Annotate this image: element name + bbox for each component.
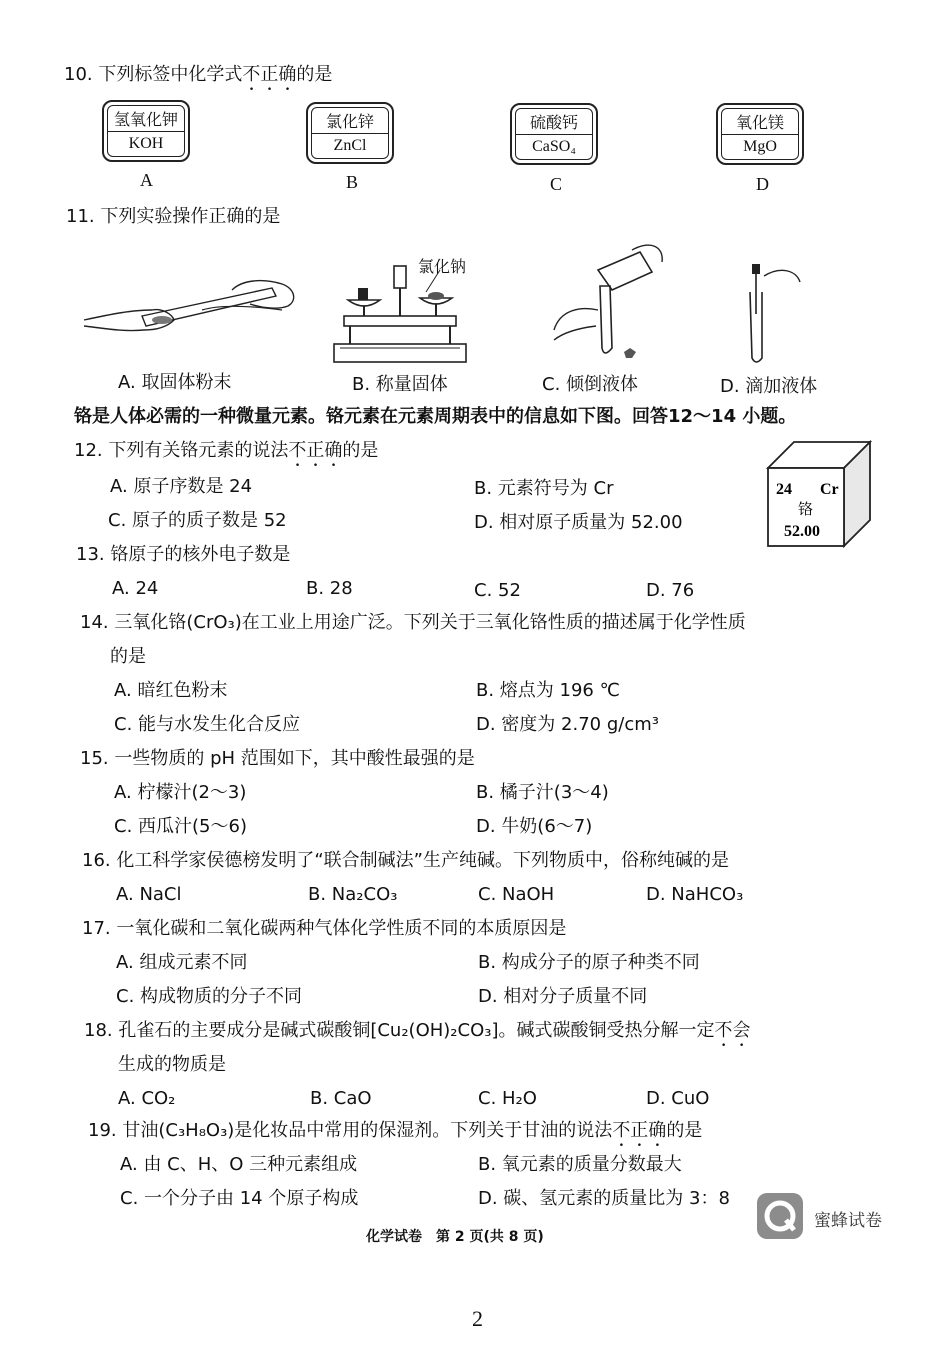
q19-stem: 19. 甘油(C₃H₈O₃)是化妆品中常用的保湿剂。下列关于甘油的说法不正确的是 [88, 1120, 703, 1141]
q14-option-a: A. 暗红色粉末 [114, 680, 228, 701]
q13-option-c: C. 52 [474, 580, 521, 601]
watermark-text: 蜜蜂试卷 [814, 1211, 882, 1231]
q12-option-a: A. 原子序数是 24 [110, 476, 253, 497]
q19-option-b: B. 氧元素的质量分数最大 [478, 1154, 682, 1175]
q12-stem: 12. 下列有关铬元素的说法不正确的是 [74, 440, 379, 461]
q15-option-d: D. 牛奶(6～7) [476, 816, 593, 837]
q18-option-d: D. CuO [646, 1088, 710, 1109]
q11-option-a: A. 取固体粉末 [118, 372, 232, 393]
label-letter-b: B [346, 172, 359, 192]
q15-option-a: A. 柠檬汁(2～3) [114, 782, 247, 803]
q18-option-a: A. CO₂ [118, 1088, 176, 1109]
q19-option-a: A. 由 C、H、O 三种元素组成 [120, 1154, 358, 1175]
q16-option-d: D. NaHCO₃ [646, 884, 744, 905]
q18-option-c: C. H₂O [478, 1088, 537, 1109]
q15-option-b: B. 橘子汁(3～4) [476, 782, 609, 803]
label-d: 氧化镁 MgO [716, 103, 804, 165]
q13-stem: 13. 铬原子的核外电子数是 [76, 544, 291, 565]
q16-option-b: B. Na₂CO₃ [308, 884, 398, 905]
element-name: 铬 [798, 500, 814, 518]
q17-option-c: C. 构成物质的分子不同 [116, 986, 303, 1007]
q14-option-d: D. 密度为 2.70 g/cm³ [476, 714, 659, 735]
q12-option-b: B. 元素符号为 Cr [474, 478, 614, 499]
label-a: 氢氧化钾 KOH [102, 100, 190, 162]
q16-option-c: C. NaOH [478, 884, 555, 905]
q12-option-d: D. 相对原子质量为 52.00 [474, 512, 683, 533]
label-letter-a: A [140, 170, 153, 190]
q11-option-b: B. 称量固体 [352, 374, 448, 395]
illus-pour-liquid [540, 240, 670, 364]
page-number: 2 [472, 1306, 483, 1331]
q13-option-a: A. 24 [112, 578, 159, 599]
label-letter-d: D [756, 174, 769, 194]
watermark-logo-icon [756, 1192, 804, 1240]
label-letter-c: C [550, 174, 563, 194]
q14-stem-line2: 的是 [110, 646, 146, 667]
q17-option-b: B. 构成分子的原子种类不同 [478, 952, 700, 973]
element-card [766, 440, 874, 548]
q16-stem: 16. 化工科学家侯德榜发明了“联合制碱法”生产纯碱。下列物质中，俗称纯碱的是 [82, 850, 729, 871]
q17-option-d: D. 相对分子质量不同 [478, 986, 648, 1007]
q14-option-b: B. 熔点为 196 ℃ [476, 680, 620, 701]
q18-stem-line2: 生成的物质是 [118, 1054, 226, 1075]
q15-stem: 15. 一些物质的 pH 范围如下，其中酸性最强的是 [80, 748, 475, 769]
footer: 化学试卷 第 2 页(共 8 页) [366, 1229, 544, 1245]
element-symbol: Cr [820, 481, 839, 498]
q17-option-a: A. 组成元素不同 [116, 952, 248, 973]
q11-option-c: C. 倾倒液体 [542, 374, 639, 395]
illus-take-powder [82, 270, 302, 350]
q15-option-c: C. 西瓜汁(5～6) [114, 816, 247, 837]
label-b: 氯化锌 ZnCl [306, 102, 394, 164]
q17-stem: 17. 一氧化碳和二氧化碳两种气体化学性质不同的本质原因是 [82, 918, 567, 939]
cr-intro: 铬是人体必需的一种微量元素。铬元素在元素周期表中的信息如下图。回答12～14 小题。 [74, 406, 797, 427]
q16-option-a: A. NaCl [116, 884, 182, 905]
element-mass: 52.00 [784, 523, 820, 540]
q10-stem: 10. 下列标签中化学式不正确的是 [64, 64, 333, 85]
q12-option-c: C. 原子的质子数是 52 [108, 510, 287, 531]
q13-option-d: D. 76 [646, 580, 695, 601]
element-number: 24 [776, 481, 792, 498]
illus-drop-liquid [740, 262, 810, 366]
q19-option-c: C. 一个分子由 14 个原子构成 [120, 1188, 359, 1209]
q19-option-d: D. 碳、氢元素的质量比为 3：8 [478, 1188, 730, 1209]
q18-stem: 18. 孔雀石的主要成分是碱式碳酸铜[Cu₂(OH)₂CO₃]。碱式碳酸铜受热分解一定不会 [84, 1020, 751, 1041]
q14-option-c: C. 能与水发生化合反应 [114, 714, 301, 735]
label-c: 硫酸钙 CaSO₄ [510, 103, 598, 165]
q13-option-b: B. 28 [306, 578, 353, 599]
q14-stem-line1: 14. 三氧化铬(CrO₃)在工业上用途广泛。下列关于三氧化铬性质的描述属于化学性质 [80, 612, 746, 633]
q18-option-b: B. CaO [310, 1088, 372, 1109]
balance-label: 氯化钠 [418, 257, 467, 276]
q11-option-d: D. 滴加液体 [720, 376, 818, 397]
q11-stem: 11. 下列实验操作正确的是 [66, 206, 281, 227]
illus-balance [330, 262, 470, 366]
